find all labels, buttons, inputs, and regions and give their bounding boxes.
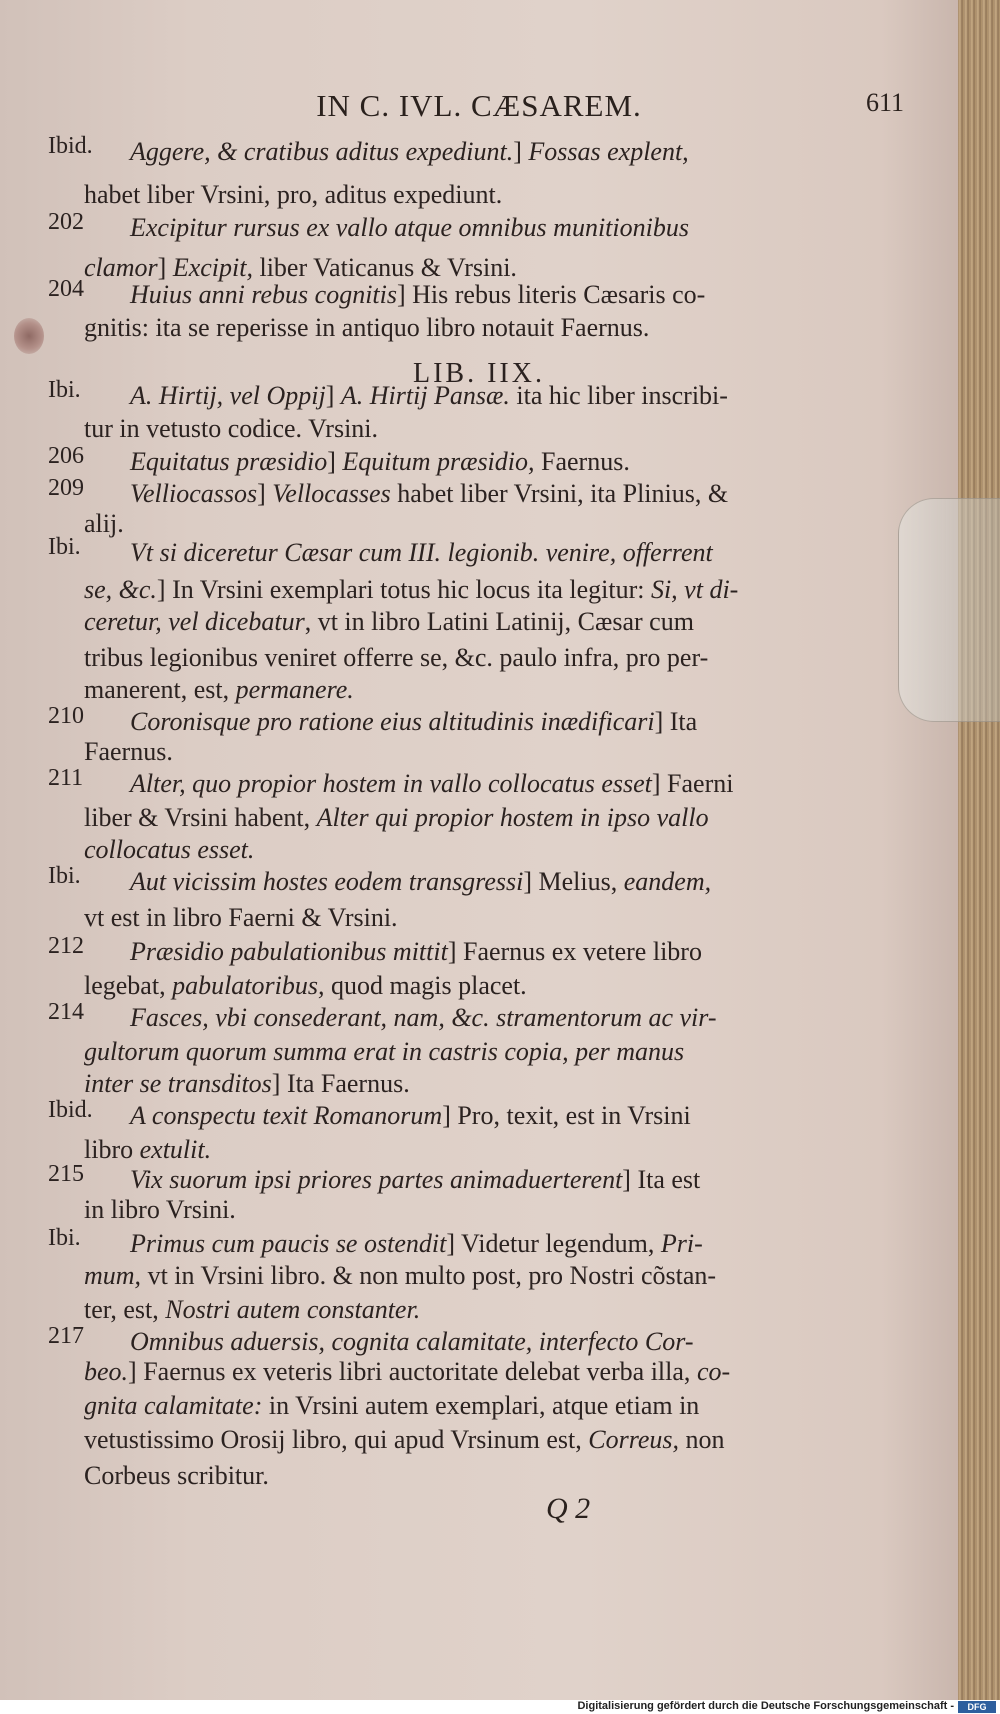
commentary-text: ita hic liber inscribi-	[509, 381, 728, 410]
lemma-italic: Vt si diceretur Cæsar cum III. legionib. venire, offerrent	[130, 538, 713, 567]
lemma-italic: Excipit,	[172, 253, 253, 282]
lemma-italic: Vellocasses	[272, 479, 391, 508]
line-reference-number: Ibid.	[48, 133, 93, 159]
commentary-text: liber & Vrsini habent,	[84, 803, 317, 832]
text-line	[84, 414, 378, 444]
commentary-text: manerent, est,	[84, 675, 236, 704]
commentary-text: habet liber Vrsini, ita Plinius, &	[390, 479, 729, 508]
line-reference-number: 214	[48, 999, 84, 1025]
text-line	[84, 1069, 410, 1099]
commentary-text: ] Pro, texit, est in Vrsini	[442, 1101, 691, 1130]
commentary-text: ] Faernus ex vetere libro	[447, 937, 702, 966]
text-line	[130, 213, 689, 243]
commentary-text: tribus legionibus veniret offerre se, &c. paulo infra, pro per-	[84, 643, 709, 672]
text-line	[84, 835, 254, 865]
lemma-italic: Equitatus præsidio	[130, 447, 328, 476]
dfg-logo: DFG	[958, 1701, 996, 1713]
commentary-text: ]	[257, 479, 273, 508]
lemma-italic: Alter, quo propior hostem in vallo collocatus esset	[130, 769, 652, 798]
lemma-italic: Huius anni rebus cognitis	[130, 280, 397, 309]
commentary-text: Corbeus scribitur.	[84, 1461, 269, 1490]
lemma-italic: Coronisque pro ratione eius altitudinis inædificari	[130, 707, 655, 736]
line-reference-number: 204	[48, 276, 84, 302]
lemma-italic: permanere.	[235, 675, 354, 704]
lemma-italic: Excipitur rursus ex vallo atque omnibus munitionibus	[130, 213, 689, 242]
lemma-italic: Præsidio pabulationibus mittit	[130, 937, 448, 966]
lemma-italic: mum,	[84, 1261, 142, 1290]
text-line	[130, 538, 713, 568]
text-line	[130, 1229, 703, 1259]
ink-stain	[14, 318, 44, 354]
line-reference-number: Ibi.	[48, 863, 81, 889]
line-reference-number: 210	[48, 703, 84, 729]
commentary-text: non	[679, 1425, 725, 1454]
lemma-italic: clamor	[84, 253, 158, 282]
commentary-text: ] Ita Faernus.	[271, 1069, 410, 1098]
text-line	[130, 479, 728, 509]
commentary-text: Faernus.	[534, 447, 630, 476]
commentary-text: ] Faernus ex veteris libri auctoritate delebat verba illa,	[128, 1357, 697, 1386]
text-line	[84, 180, 502, 210]
lemma-italic: inter se transditos	[84, 1069, 272, 1098]
text-line	[130, 447, 630, 477]
commentary-text: ] His rebus literis Cæsaris co-	[396, 280, 706, 309]
digitization-footer	[0, 1700, 1000, 1714]
line-reference-number: Ibi.	[48, 377, 81, 403]
lemma-italic: se, &c.	[84, 575, 157, 604]
lemma-italic: Equitum præsidio,	[342, 447, 535, 476]
lemma-italic: A. Hirtij Pansæ.	[340, 381, 510, 410]
commentary-text: vetustissimo Orosij libro, qui apud Vrsinum est,	[84, 1425, 589, 1454]
commentary-text: Faernus.	[84, 737, 173, 766]
line-reference-number: 206	[48, 443, 84, 469]
text-line	[84, 971, 527, 1001]
lemma-italic: Primus cum paucis se ostendit	[130, 1229, 447, 1258]
commentary-text: tur in vetusto codice. Vrsini.	[84, 414, 379, 443]
line-reference-number: 209	[48, 475, 84, 501]
lemma-italic: Vix suorum ipsi priores partes animaduerterent	[130, 1165, 623, 1194]
commentary-text: vt in Vrsini libro. & non multo post, pro Nostri cõstan-	[141, 1261, 717, 1290]
lemma-italic: Aut vicissim hostes eodem transgressi	[130, 867, 524, 896]
text-line	[130, 1327, 693, 1357]
text-line	[84, 675, 354, 705]
lemma-italic: Fasces, vbi consederant, nam, &c. stramentorum ac vir-	[130, 1003, 717, 1032]
commentary-text: legebat,	[84, 971, 173, 1000]
lemma-italic: Velliocassos	[130, 479, 258, 508]
lemma-italic: eandem,	[623, 867, 712, 896]
commentary-text: alij.	[84, 509, 124, 538]
commentary-text: ] Ita est	[622, 1165, 701, 1194]
folio-number: 611	[866, 88, 905, 117]
text-line	[84, 643, 708, 673]
commentary-text: ]	[325, 381, 341, 410]
lemma-italic: co-	[696, 1357, 731, 1386]
commentary-text: libro	[84, 1135, 140, 1164]
text-line	[130, 137, 689, 167]
page-edges	[958, 0, 1000, 1714]
section-heading: LIB. IIX.	[413, 358, 545, 389]
text-line	[130, 1101, 691, 1131]
text-line	[130, 707, 697, 737]
lemma-italic: Correus,	[588, 1425, 680, 1454]
text-line	[84, 737, 173, 767]
text-line	[84, 575, 738, 605]
commentary-text: , vt in libro Latini Latinij, Cæsar cum	[304, 607, 694, 636]
commentary-text: ]	[513, 137, 529, 166]
lemma-italic: gnita calamitate:	[84, 1391, 263, 1420]
lemma-italic: Nostri autem constanter.	[165, 1295, 421, 1324]
commentary-text: ]	[327, 447, 343, 476]
text-line	[84, 253, 517, 283]
text-line	[130, 867, 711, 897]
commentary-text: in libro Vrsini.	[84, 1195, 236, 1224]
lemma-italic: Aggere, & cratibus aditus expediunt.	[130, 137, 514, 166]
line-reference-number: Ibi.	[48, 534, 81, 560]
lemma-italic: Omnibus aduersis, cognita calamitate, interfecto Cor-	[130, 1327, 694, 1356]
lemma-italic: Alter qui propior hostem in ipso vallo	[316, 803, 709, 832]
text-line	[84, 1391, 699, 1421]
lemma-italic: pabulatoribus,	[172, 971, 325, 1000]
commentary-text: ]	[157, 253, 173, 282]
running-header: IN C. IVL. CÆSAREM.	[316, 88, 642, 123]
lemma-italic: collocatus esset.	[84, 835, 255, 864]
footer-credit: Digitalisierung gefördert durch die Deutsche Forschungsgemeinschaft -	[577, 1700, 954, 1712]
line-reference-number: Ibid.	[48, 1097, 93, 1123]
line-reference-number: Ibi.	[48, 1225, 81, 1251]
lemma-italic: Fossas explent,	[528, 137, 689, 166]
commentary-text: in Vrsini autem exemplari, atque etiam in	[262, 1391, 700, 1420]
lemma-italic: beo.	[84, 1357, 129, 1386]
text-line	[84, 313, 649, 343]
text-line	[84, 1261, 716, 1291]
commentary-text: ] Ita	[654, 707, 698, 736]
commentary-text: ] In Vrsini exemplari totus hic locus ita legitur:	[156, 575, 651, 604]
lemma-italic: A. Hirtij, vel Oppij	[130, 381, 326, 410]
text-line	[84, 607, 694, 637]
lemma-italic: Si, vt di-	[650, 575, 739, 604]
commentary-text: quod magis placet.	[324, 971, 527, 1000]
line-reference-number: 215	[48, 1161, 84, 1187]
lemma-italic: extulit.	[139, 1135, 212, 1164]
text-line	[130, 1003, 717, 1033]
commentary-text: gnitis: ita se reperisse in antiquo libro notauit Faernus.	[84, 313, 650, 342]
lemma-italic: Pri-	[660, 1229, 703, 1258]
lemma-italic: gultorum quorum summa erat in castris copia, per manus	[84, 1037, 685, 1066]
lemma-italic: ceretur, vel dicebatur	[84, 607, 305, 636]
text-line	[130, 381, 728, 411]
text-line	[84, 1195, 236, 1225]
text-line	[130, 937, 702, 967]
text-line	[84, 1295, 420, 1325]
commentary-text: vt est in libro Faerni & Vrsini.	[84, 903, 398, 932]
line-reference-number: 217	[48, 1323, 84, 1349]
text-line	[84, 1461, 269, 1491]
text-line	[84, 803, 709, 833]
line-reference-number: 202	[48, 209, 84, 235]
line-reference-number: 212	[48, 933, 84, 959]
text-line	[130, 280, 705, 310]
commentary-text: ] Melius,	[523, 867, 624, 896]
text-line	[130, 769, 733, 799]
commentary-text: ter, est,	[84, 1295, 166, 1324]
text-line	[84, 1037, 684, 1067]
text-line	[84, 903, 398, 933]
bookmark-tab	[898, 498, 1000, 722]
commentary-text: ] Faerni	[651, 769, 734, 798]
text-line	[84, 1425, 725, 1455]
text-line	[84, 1357, 730, 1387]
commentary-text: habet liber Vrsini, pro, aditus expediunt.	[84, 180, 503, 209]
signature-mark: Q 2	[546, 1492, 591, 1525]
commentary-text: ] Videtur legendum,	[446, 1229, 661, 1258]
lemma-italic: A conspectu texit Romanorum	[130, 1101, 443, 1130]
commentary-text: liber Vaticanus & Vrsini.	[252, 253, 517, 282]
line-reference-number: 211	[48, 765, 84, 791]
text-line	[130, 1165, 700, 1195]
